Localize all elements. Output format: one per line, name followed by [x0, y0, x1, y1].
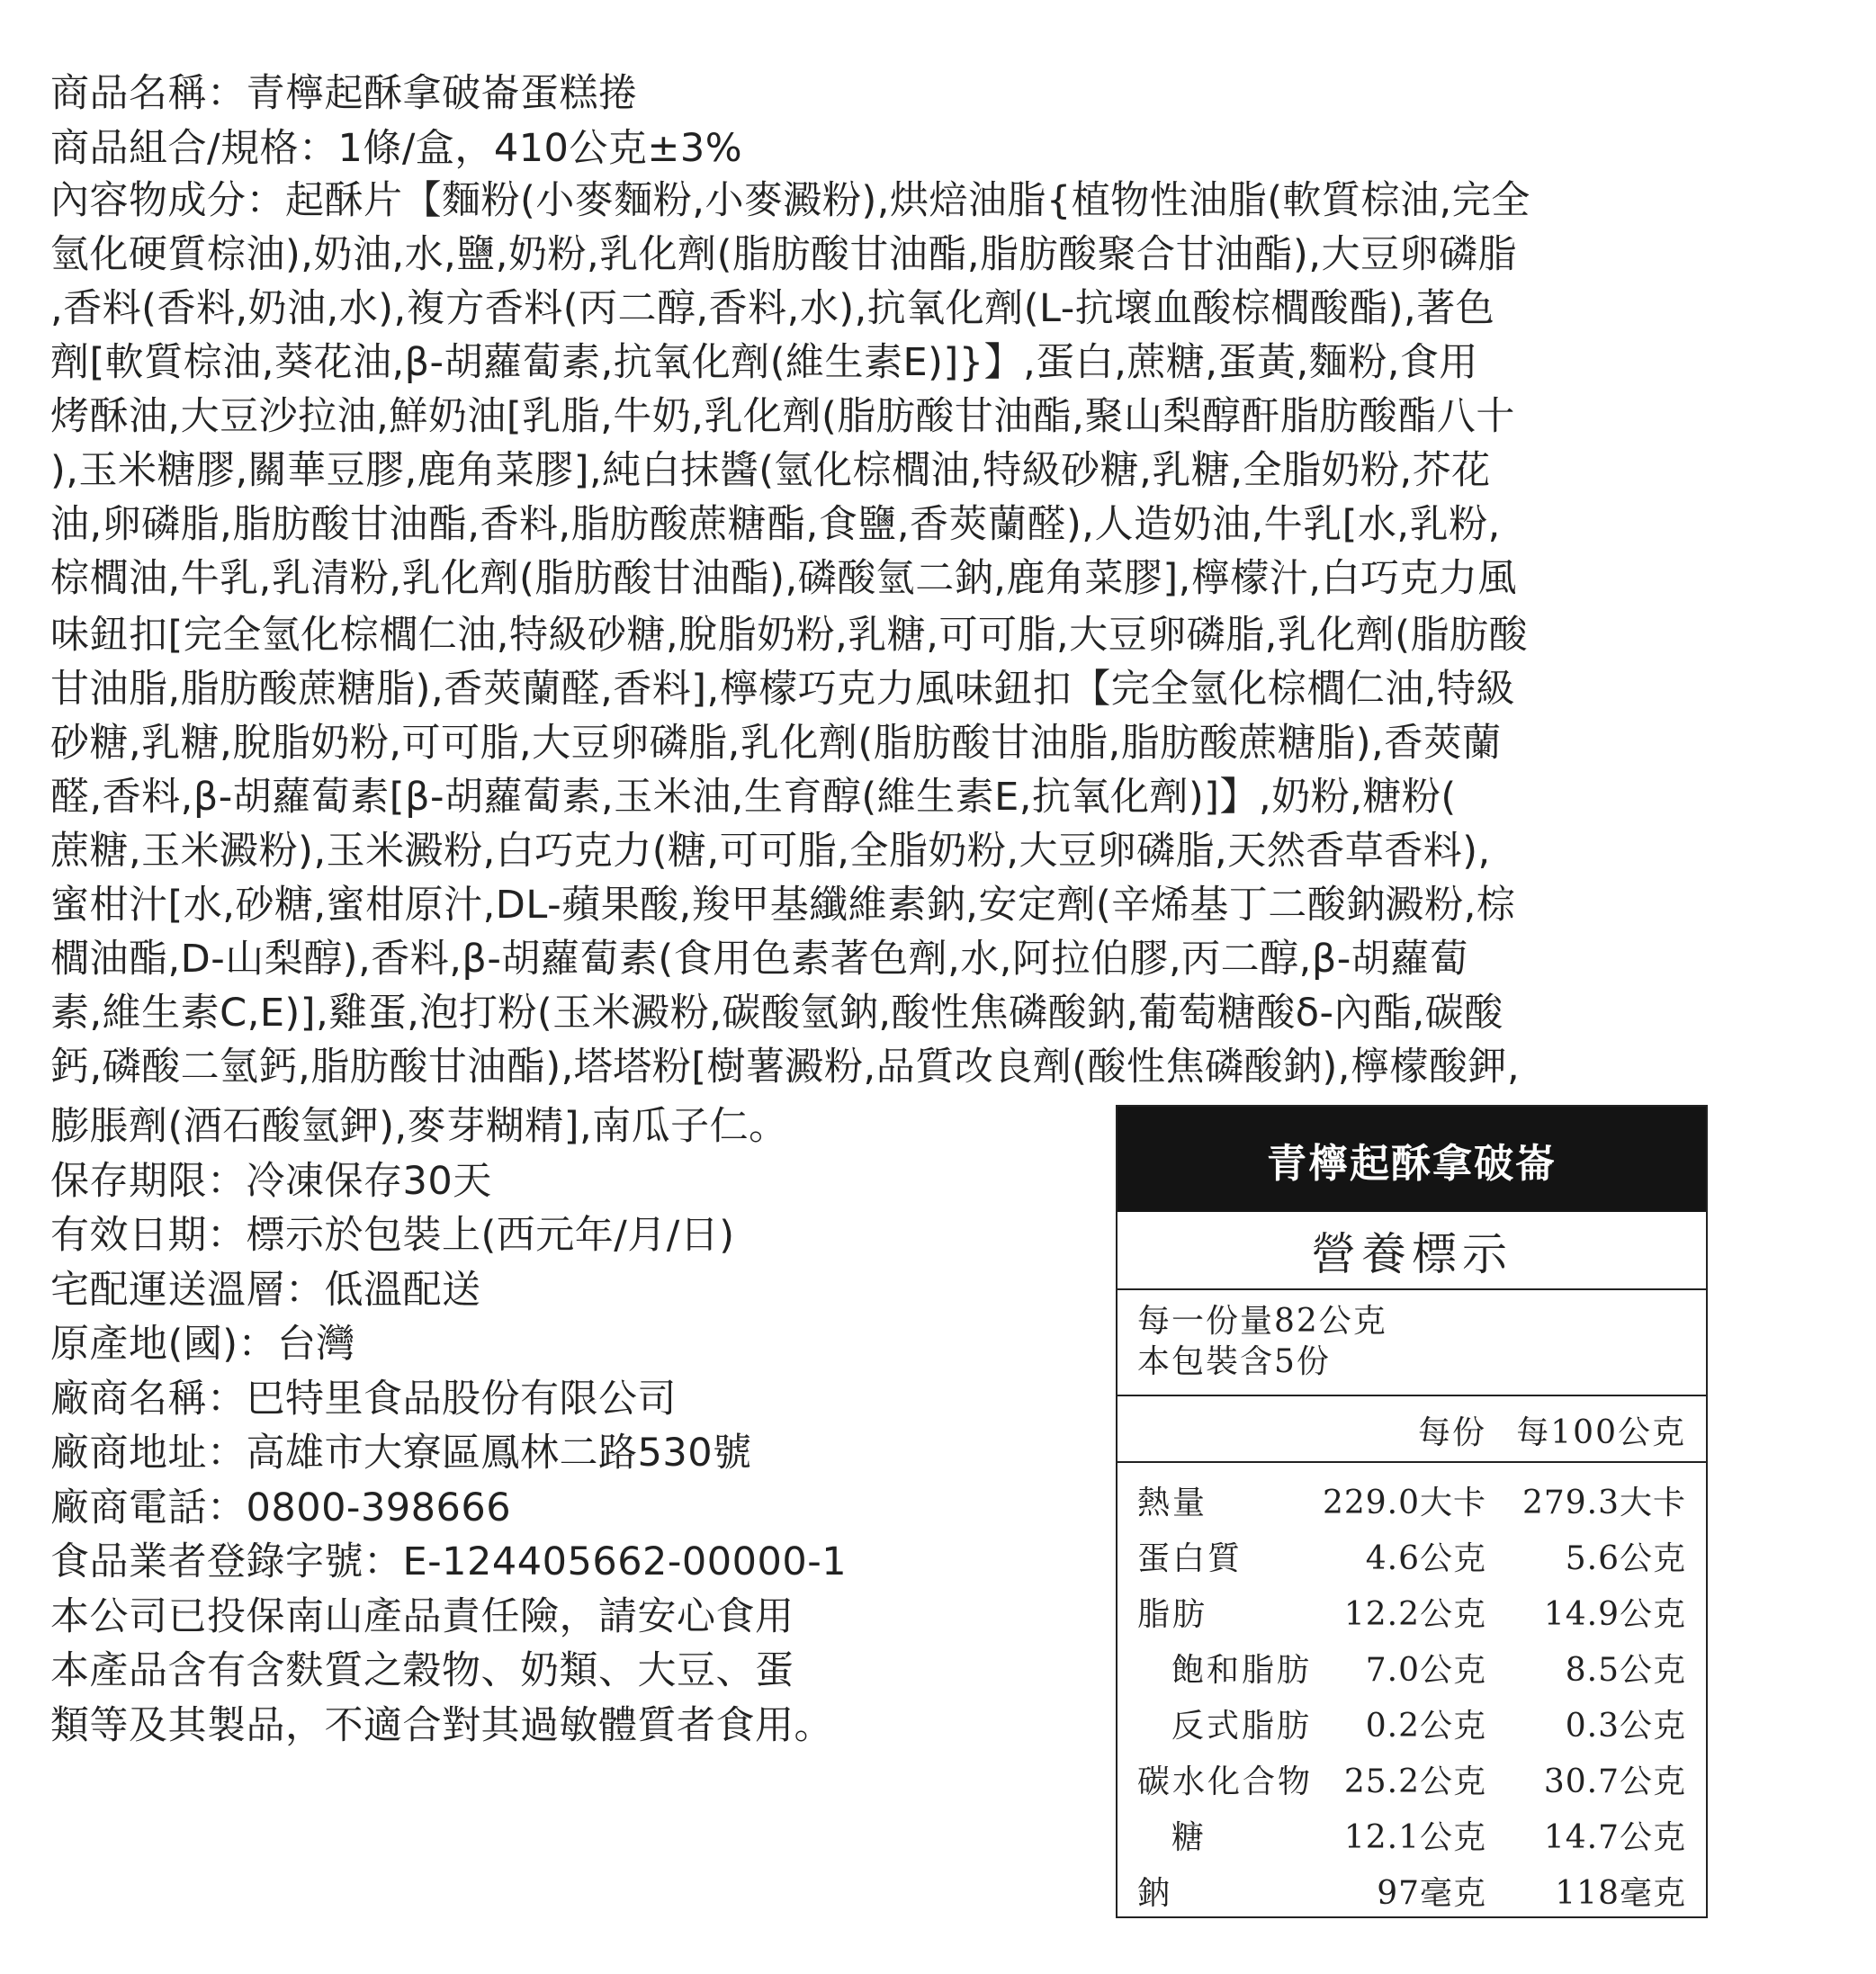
nutrition-row-fat [1118, 1582, 1706, 1638]
registration-number-line: 食品業者登錄字號：E-124405662-00000-1 [50, 1539, 848, 1584]
ingredient-line: 劑[軟質棕油,葵花油,β-胡蘿蔔素,抗氧化劑(維生素E)]}】,蛋白,蔗糖,蛋黃,麵粉,食用 [50, 340, 1478, 385]
per-serving-value: 4.6公克 [1365, 1540, 1486, 1577]
origin-line: 原產地(國)：台灣 [50, 1322, 356, 1367]
nutrient-label: 碳水化合物 [1137, 1763, 1314, 1800]
per-serving-value: 229.0大卡 [1322, 1485, 1486, 1521]
ingredient-line: 膨脹劑(酒石酸氫鉀),麥芽糊精],南瓜子仁。 [50, 1104, 788, 1149]
nutrient-label: 飽和脂肪 [1171, 1652, 1313, 1689]
nutrition-heading: 營養標示 [1118, 1212, 1706, 1290]
nutrition-product-title: 青檸起酥拿破崙 [1118, 1107, 1706, 1212]
per-100g-value: 30.7公克 [1543, 1763, 1686, 1800]
manufacturer-phone-line: 廠商電話：0800-398666 [50, 1485, 512, 1530]
expiry-date-line: 有效日期：標示於包裝上(西元年/月/日) [50, 1213, 735, 1258]
per-serving-value: 7.0公克 [1365, 1652, 1486, 1689]
serving-size: 每一份量82公克 [1137, 1303, 1387, 1340]
shelf-life-line: 保存期限：冷凍保存30天 [50, 1158, 492, 1204]
ingredient-line: 烤酥油,大豆沙拉油,鮮奶油[乳脂,牛奶,乳化劑(脂肪酸甘油酯,聚山梨醇酐脂肪酸酯八十 [50, 394, 1515, 439]
ingredient-line: ),玉米糖膠,關華豆膠,鹿角菜膠],純白抹醬(氫化棕櫚油,特級砂糖,乳糖,全脂奶粉,芥花 [50, 448, 1491, 493]
nutrient-label: 糖 [1171, 1819, 1207, 1856]
nutrition-row-protein [1118, 1526, 1706, 1582]
insurance-note-line: 本公司已投保南山產品責任險，請安心食用 [50, 1593, 794, 1639]
nutrition-row-sodium [1118, 1861, 1706, 1916]
manufacturer-name-line: 廠商名稱：巴特里食品股份有限公司 [50, 1376, 677, 1422]
product-info [50, 67, 1814, 176]
per-100g-value: 279.3大卡 [1521, 1485, 1686, 1521]
nutrition-row-energy [1118, 1470, 1706, 1526]
manufacturer-address-line: 廠商地址：高雄市大寮區鳳林二路530號 [50, 1431, 752, 1476]
nutrition-row-sugar [1118, 1805, 1706, 1861]
per-100g-value: 0.3公克 [1565, 1708, 1686, 1745]
ingredient-line: 內容物成分：起酥片【麵粉(小麥麵粉,小麥澱粉),烘焙油脂{植物性油脂(軟質棕油,完全 [50, 178, 1530, 223]
ingredient-line: 油,卵磷脂,脂肪酸甘油酯,香料,脂肪酸蔗糖酯,食鹽,香莢蘭醛),人造奶油,牛乳[水,乳粉, [50, 502, 1501, 547]
per-serving-value: 0.2公克 [1365, 1708, 1486, 1745]
nutrition-rows [1118, 1463, 1706, 1916]
per-serving-header: 每份 [1417, 1414, 1486, 1451]
nutrition-row-carbohydrate [1118, 1749, 1706, 1805]
nutrition-facts-table [1116, 1105, 1708, 1918]
nutrient-label: 蛋白質 [1137, 1540, 1243, 1577]
ingredient-line: 味鈕扣[完全氫化棕櫚仁油,特級砂糖,脫脂奶粉,乳糖,可可脂,大豆卵磷脂,乳化劑(脂肪酸 [50, 613, 1529, 658]
per-100g-value: 14.9公克 [1543, 1596, 1686, 1633]
ingredients-block-1 [50, 174, 1814, 606]
ingredient-line: 甘油脂,脂肪酸蔗糖脂),香莢蘭醛,香料],檸檬巧克力風味鈕扣【完全氫化棕櫚仁油,特級 [50, 667, 1515, 712]
per-serving-value: 97毫克 [1377, 1875, 1486, 1912]
per-100g-value: 14.7公克 [1543, 1819, 1686, 1856]
per-100g-value: 118毫克 [1555, 1875, 1686, 1912]
allergen-note-line: 類等及其製品，不適合對其過敏體質者食用。 [50, 1702, 833, 1748]
product-name-line: 商品名稱：青檸起酥拿破崙蛋糕捲 [50, 71, 638, 116]
nutrient-label: 熱量 [1137, 1485, 1208, 1521]
ingredient-line: 氫化硬質棕油),奶油,水,鹽,奶粉,乳化劑(脂肪酸甘油酯,脂肪酸聚合甘油酯),大豆卵磷脂 [50, 232, 1518, 277]
ingredient-line: 蜜柑汁[水,砂糖,蜜柑原汁,DL-蘋果酸,羧甲基纖維素鈉,安定劑(辛烯基丁二酸鈉澱粉,棕 [50, 883, 1516, 928]
ingredient-line: 砂糖,乳糖,脫脂奶粉,可可脂,大豆卵磷脂,乳化劑(脂肪酸甘油脂,脂肪酸蔗糖脂),香莢蘭 [50, 721, 1502, 766]
ingredient-line: ,香料(香料,奶油,水),複方香料(丙二醇,香料,水),抗氧化劑(L-抗壞血酸棕櫚酸酯),著色 [50, 286, 1495, 331]
nutrient-label: 脂肪 [1137, 1596, 1208, 1633]
per-100g-value: 8.5公克 [1565, 1652, 1686, 1689]
ingredients-block-2 [50, 608, 1814, 1094]
ingredient-line: 鈣,磷酸二氫鈣,脂肪酸甘油酯),塔塔粉[樹薯澱粉,品質改良劑(酸性焦磷酸鈉),檸檬酸鉀, [50, 1045, 1521, 1090]
nutrient-label: 反式脂肪 [1171, 1708, 1313, 1745]
ingredient-line: 棕櫚油,牛乳,乳清粉,乳化劑(脂肪酸甘油酯),磷酸氫二鈉,鹿角菜膠],檸檬汁,白巧克力風 [50, 556, 1518, 601]
per-serving-value: 12.2公克 [1343, 1596, 1486, 1633]
ingredient-line: 素,維生素C,E)],雞蛋,泡打粉(玉米澱粉,碳酸氫鈉,酸性焦磷酸鈉,葡萄糖酸δ-內酯,碳酸 [50, 991, 1503, 1036]
per-100g-header: 每100公克 [1516, 1414, 1686, 1451]
per-serving-value: 25.2公克 [1343, 1763, 1486, 1800]
per-100g-value: 5.6公克 [1565, 1540, 1686, 1577]
per-serving-value: 12.1公克 [1343, 1819, 1486, 1856]
nutrition-column-header [1118, 1396, 1706, 1463]
ingredient-line: 蔗糖,玉米澱粉),玉米澱粉,白巧克力(糖,可可脂,全脂奶粉,大豆卵磷脂,天然香草香料), [50, 829, 1491, 874]
nutrient-label: 鈉 [1137, 1875, 1173, 1912]
ingredient-line: 櫚油酯,D-山梨醇),香料,β-胡蘿蔔素(食用色素著色劑,水,阿拉伯膠,丙二醇,β-胡蘿蔔 [50, 937, 1469, 982]
nutrition-row-trans-fat [1118, 1693, 1706, 1749]
delivery-temp-line: 宅配運送溫層：低溫配送 [50, 1267, 481, 1313]
product-spec-line: 商品組合/規格：1條/盒，410公克±3% [50, 126, 743, 171]
ingredient-line: 醛,香料,β-胡蘿蔔素[β-胡蘿蔔素,玉米油,生育醇(維生素E,抗氧化劑)]】,奶粉,糖粉( [50, 775, 1457, 820]
servings-per-package: 本包裝含5份 [1137, 1343, 1331, 1380]
serving-info [1118, 1290, 1706, 1396]
nutrition-row-saturated-fat [1118, 1638, 1706, 1693]
allergen-note-line: 本產品含有含麩質之穀物、奶類、大豆、蛋 [50, 1648, 794, 1693]
